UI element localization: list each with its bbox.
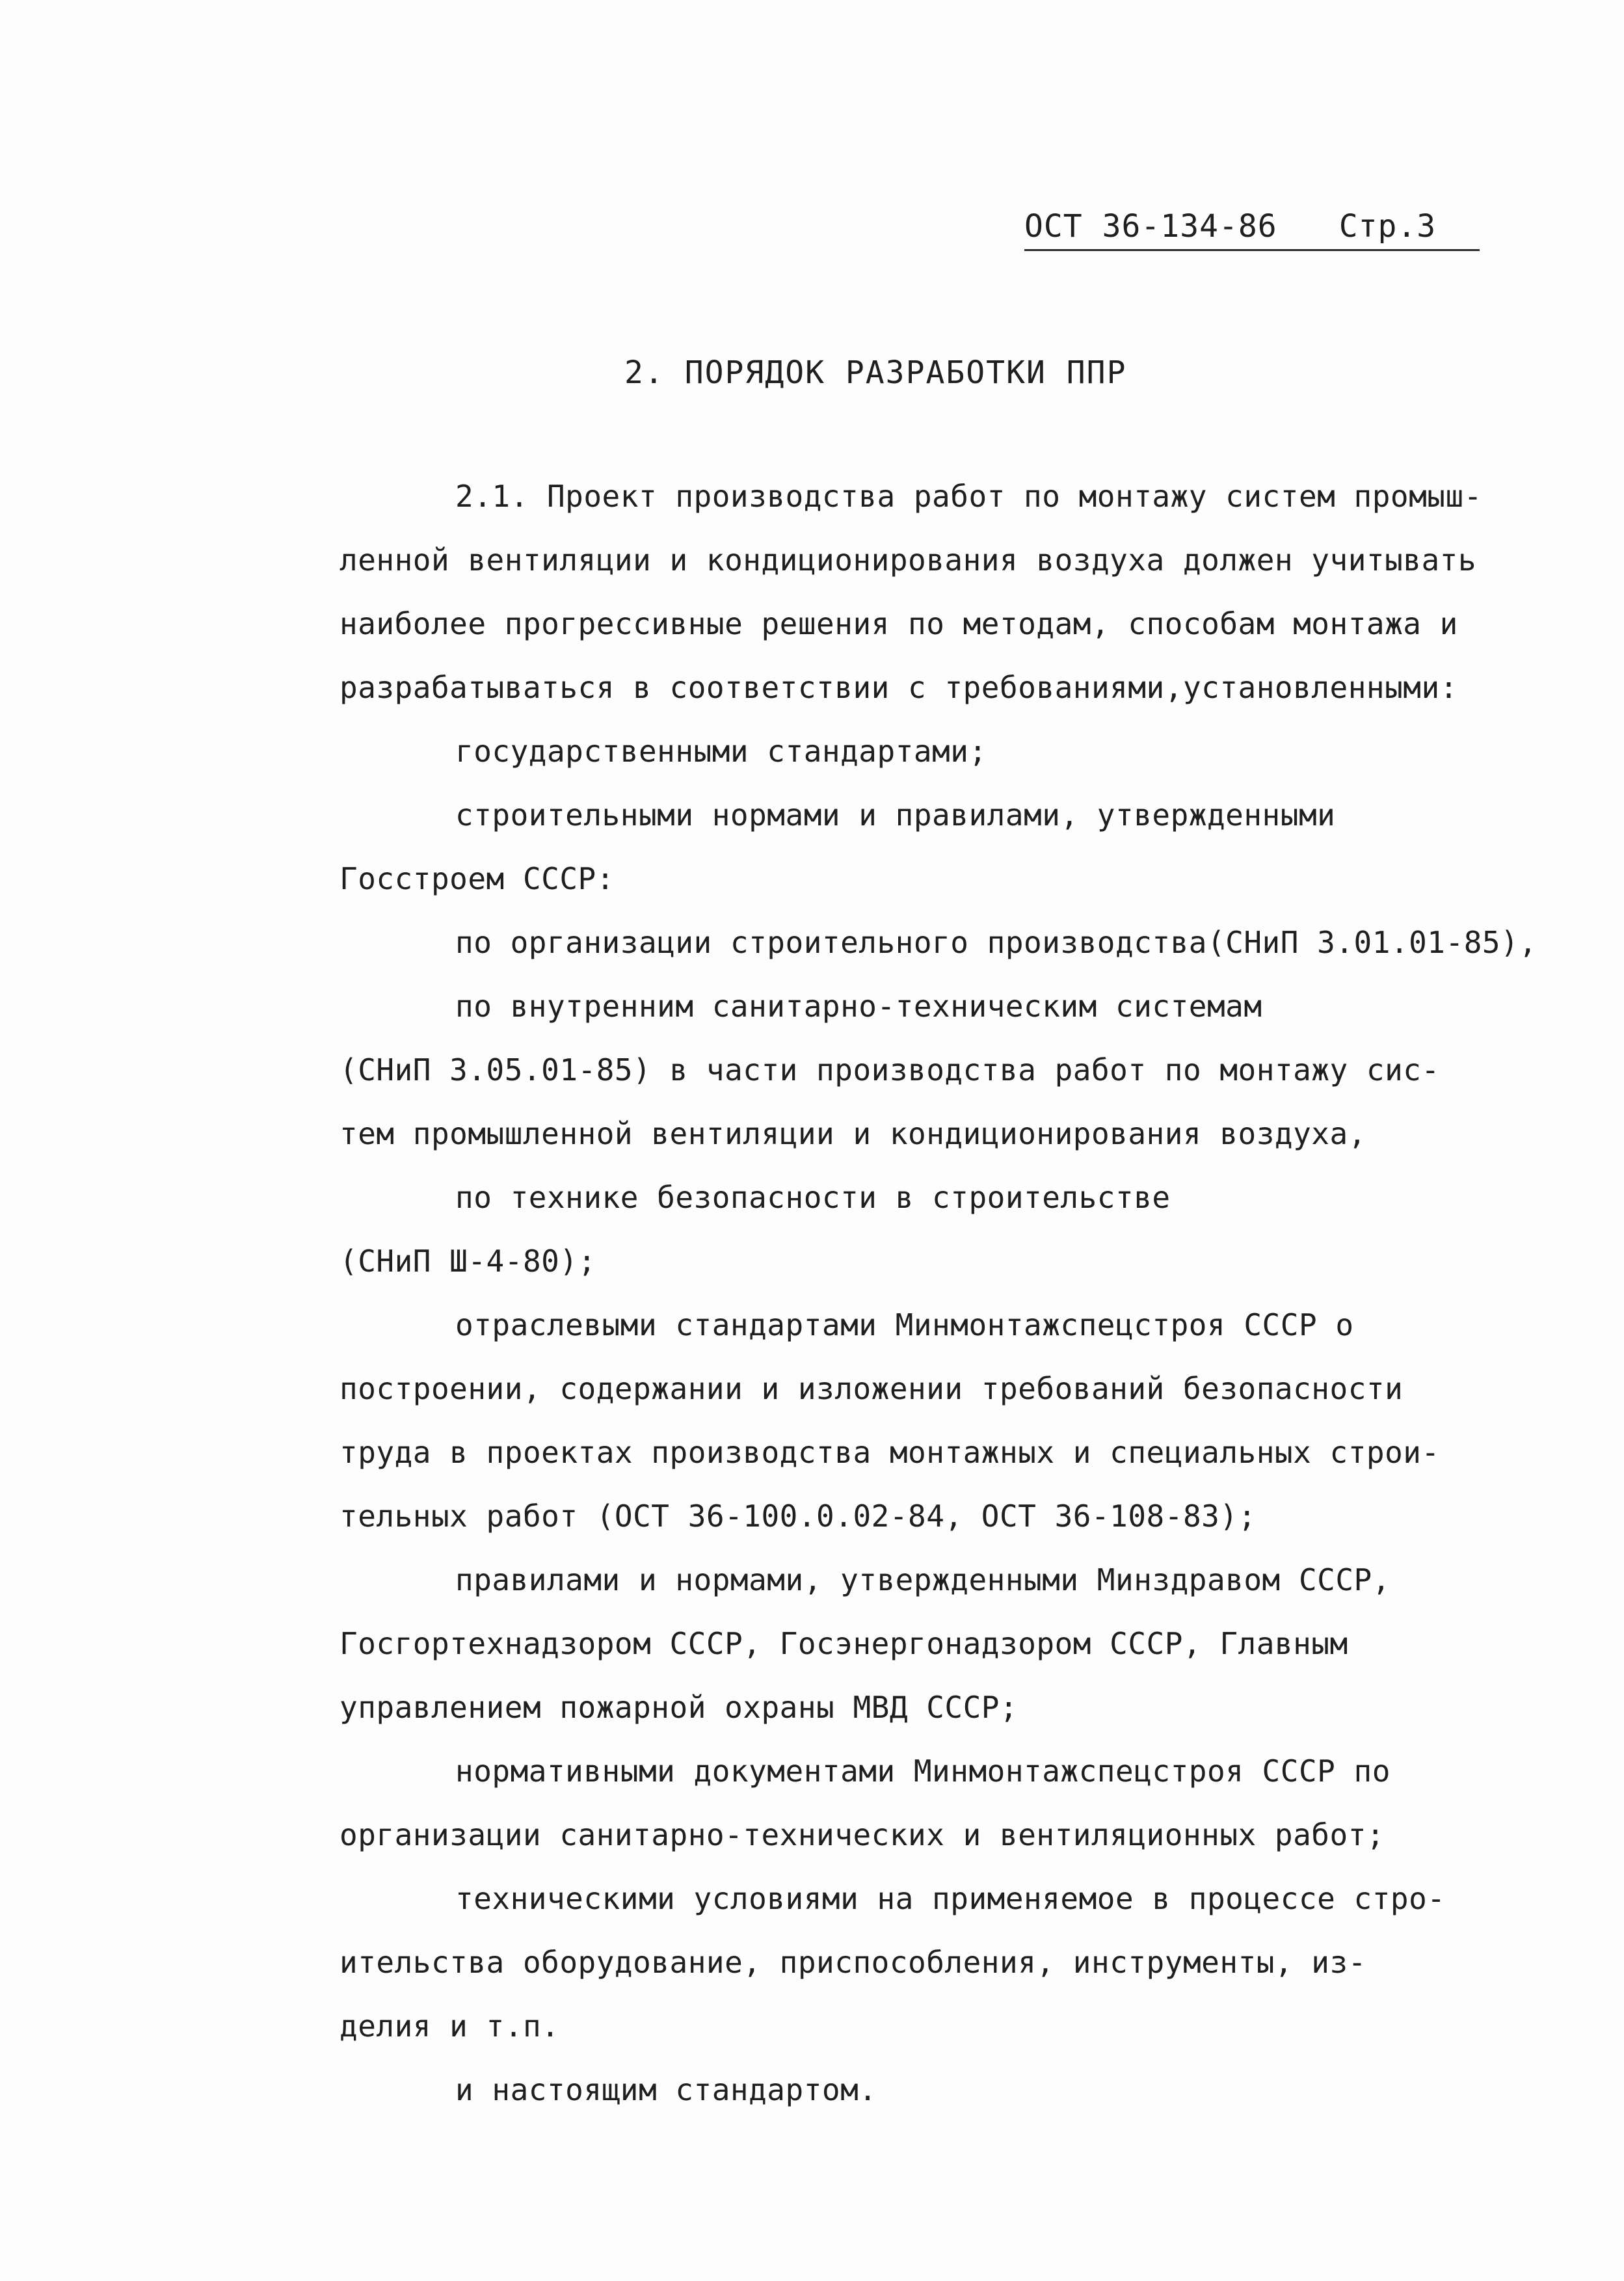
paragraph-line: техническими условиями на применяемое в процессе стро- [455, 1881, 1446, 1916]
paragraph-line: Госгортехнадзором СССР, Госэнергонадзором СССР, Главным [339, 1626, 1348, 1661]
document-code: ОСТ 36-134-86 [1024, 208, 1277, 245]
paragraph-line: 2.1. Проект производства работ по монтажу систем промыш- [455, 479, 1482, 514]
page-header [1024, 208, 1480, 245]
section-title: 2. ПОРЯДОК РАЗРАБОТКИ ППР [624, 354, 1127, 391]
paragraph-line: ительства оборудование, приспособления, инструменты, из- [339, 1945, 1366, 1980]
paragraph-line: делия и т.п. [339, 2008, 560, 2044]
header-underline [1024, 249, 1480, 251]
paragraph-line: и настоящим стандартом. [455, 2072, 877, 2107]
paragraph-line: организации санитарно-технических и вентиляционных работ; [339, 1817, 1385, 1852]
paragraph-line: ленной вентиляции и кондиционирования воздуха должен учитывать [339, 542, 1477, 578]
paragraph-line: разрабатываться в соответствии с требованиями,установленными: [339, 670, 1458, 705]
paragraph-line: нормативными документами Минмонтажспецстроя СССР по [455, 1754, 1391, 1789]
paragraph-line: строительными нормами и правилами, утвержденными [455, 797, 1336, 833]
paragraph-line: построении, содержании и изложении требований безопасности [339, 1371, 1404, 1406]
paragraph-line: тельных работ (ОСТ 36-100.0.02-84, ОСТ 36-108-83); [339, 1499, 1257, 1534]
paragraph-line: (СНиП 3.05.01-85) в части производства работ по монтажу сис- [339, 1052, 1440, 1087]
paragraph-line: по технике безопасности в строительстве [455, 1180, 1171, 1215]
paragraph-line: по организации строительного производства(СНиП 3.01.01-85), [455, 925, 1537, 960]
paragraph-line: по внутренним санитарно-техническим системам [455, 989, 1262, 1024]
paragraph-line: Госстроем СССР: [339, 861, 615, 896]
paragraph-line: труда в проектах производства монтажных и специальных строи- [339, 1435, 1440, 1470]
paragraph-line: правилами и нормами, утвержденными Минздравом СССР, [455, 1562, 1391, 1597]
paragraph-line: отраслевыми стандартами Минмонтажспецстроя СССР о [455, 1307, 1354, 1342]
paragraph-line: управлением пожарной охраны МВД СССР; [339, 1690, 1018, 1725]
paragraph-line: тем промышленной вентиляции и кондиционирования воздуха, [339, 1116, 1366, 1151]
paragraph-line: государственными стандартами; [455, 734, 987, 769]
page-number: Стр.3 [1338, 208, 1437, 245]
paragraph-line: (СНиП Ш-4-80); [339, 1244, 596, 1279]
paragraph-line: наиболее прогрессивные решения по методам, способам монтажа и [339, 606, 1458, 641]
